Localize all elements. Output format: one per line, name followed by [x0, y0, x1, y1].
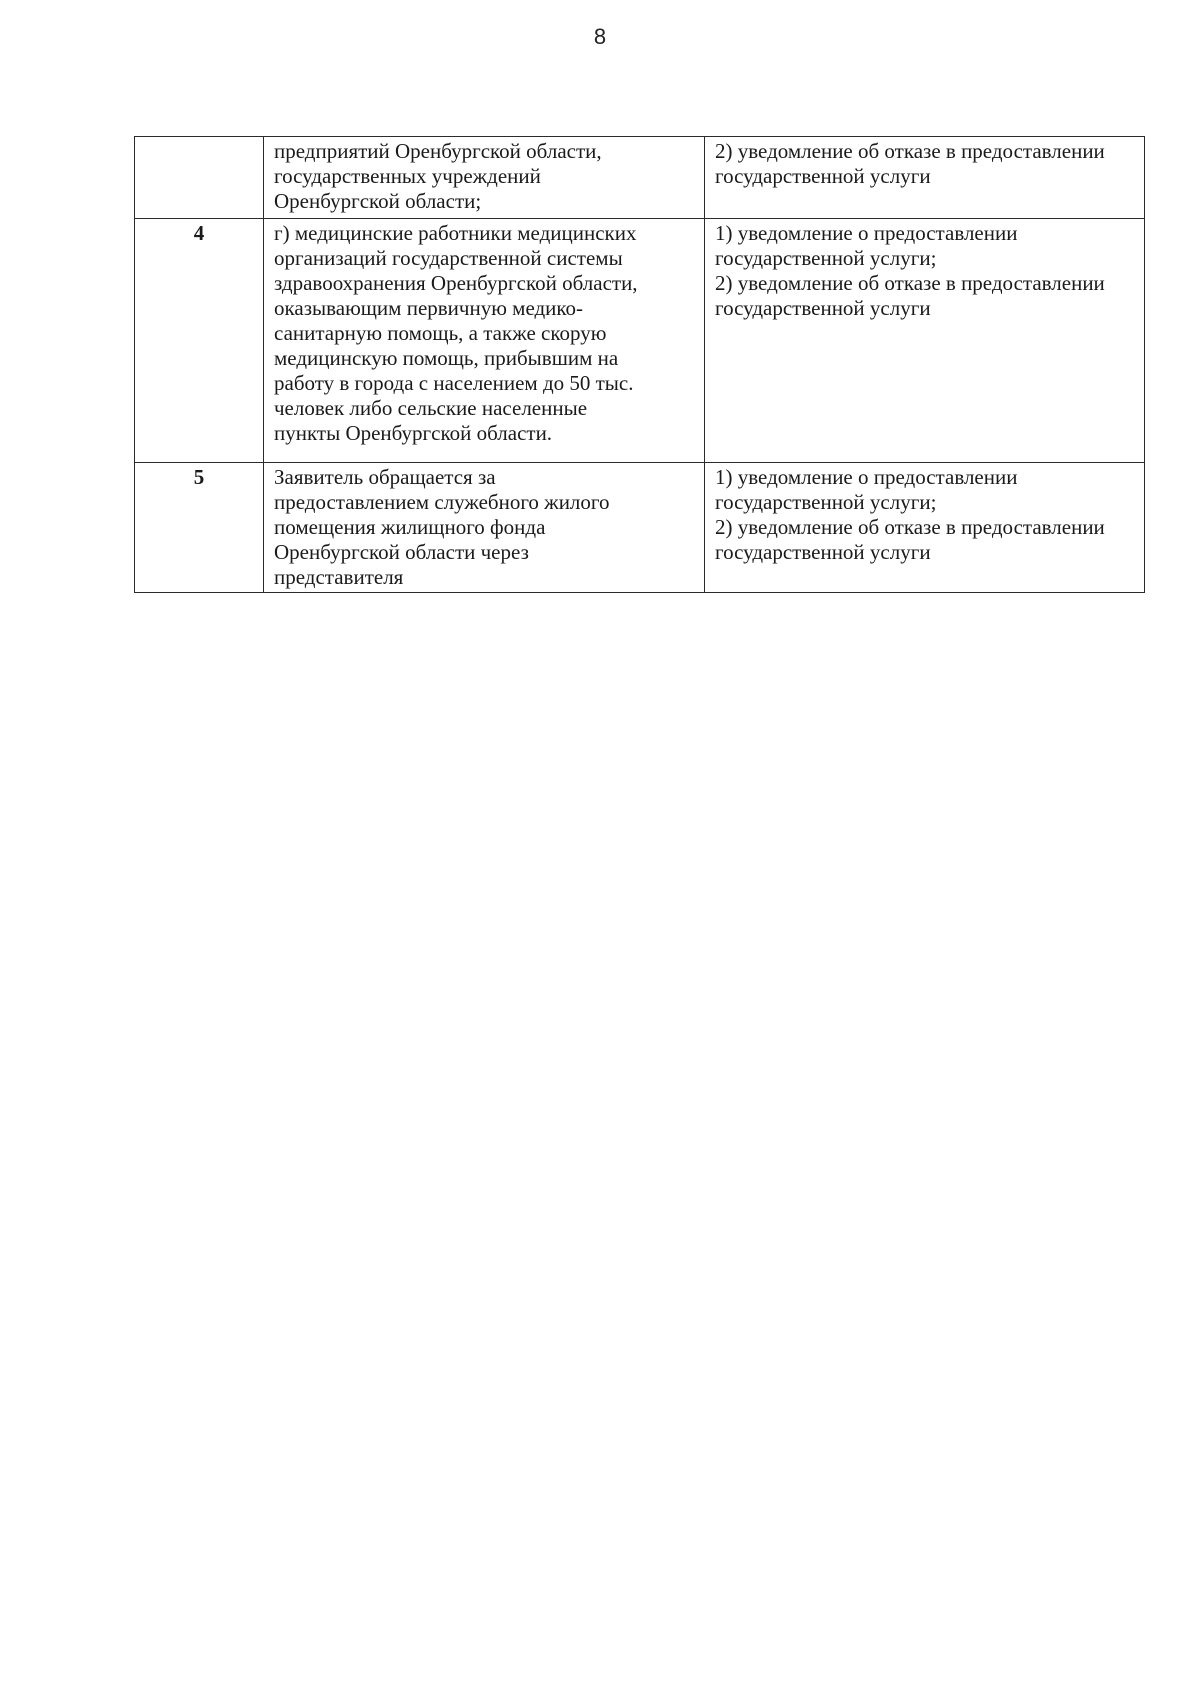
text-line: Оренбургской области; [274, 189, 482, 213]
table-row [135, 219, 1145, 463]
text-line: помещения жилищного фонда [274, 515, 546, 539]
text-line: Оренбургской области через [274, 540, 529, 564]
service-result [705, 137, 1145, 219]
table-row [135, 463, 1145, 593]
applicant-description [264, 463, 705, 593]
applicant-description [264, 219, 705, 463]
text-line: предоставлением служебного жилого [274, 490, 610, 514]
text-line: 2) уведомление об отказе в предоставлении [715, 271, 1105, 295]
row-number: 4 [135, 219, 264, 463]
text-line: государственной услуги [715, 296, 931, 320]
text-line: 2) уведомление об отказе в предоставлении [715, 139, 1105, 163]
text-line: Заявитель обращается за [274, 465, 496, 489]
text-line: государственных учреждений [274, 164, 541, 188]
text-line: государственной услуги [715, 540, 931, 564]
text-line: 2) уведомление об отказе в предоставлении [715, 515, 1105, 539]
text-line: предприятий Оренбургской области, [274, 139, 602, 163]
text-line: представителя [274, 565, 404, 589]
text-line: государственной услуги; [715, 490, 937, 514]
text-line: пункты Оренбургской области. [274, 421, 553, 445]
service-result [705, 463, 1145, 593]
text-line: государственной услуги [715, 164, 931, 188]
text-line: человек либо сельские населенные [274, 396, 588, 420]
text-line: 1) уведомление о предоставлении [715, 221, 1018, 245]
table-row [135, 137, 1145, 219]
service-result [705, 219, 1145, 463]
text-line: работу в города с населением до 50 тыс. [274, 371, 634, 395]
text-line: оказывающим первичную медико- [274, 296, 584, 320]
text-line: г) медицинские работники медицинских [274, 221, 637, 245]
text-line: организаций государственной системы [274, 246, 623, 270]
text-line: санитарную помощь, а также скорую [274, 321, 607, 345]
text-line: здравоохранения Оренбургской области, [274, 271, 638, 295]
applicant-description [264, 137, 705, 219]
page-number: 8 [593, 24, 607, 49]
text-line: 1) уведомление о предоставлении [715, 465, 1018, 489]
row-number [135, 137, 264, 219]
text-line: медицинскую помощь, прибывшим на [274, 346, 619, 370]
services-table [134, 136, 1145, 593]
text-line: государственной услуги; [715, 246, 937, 270]
row-number: 5 [135, 463, 264, 593]
